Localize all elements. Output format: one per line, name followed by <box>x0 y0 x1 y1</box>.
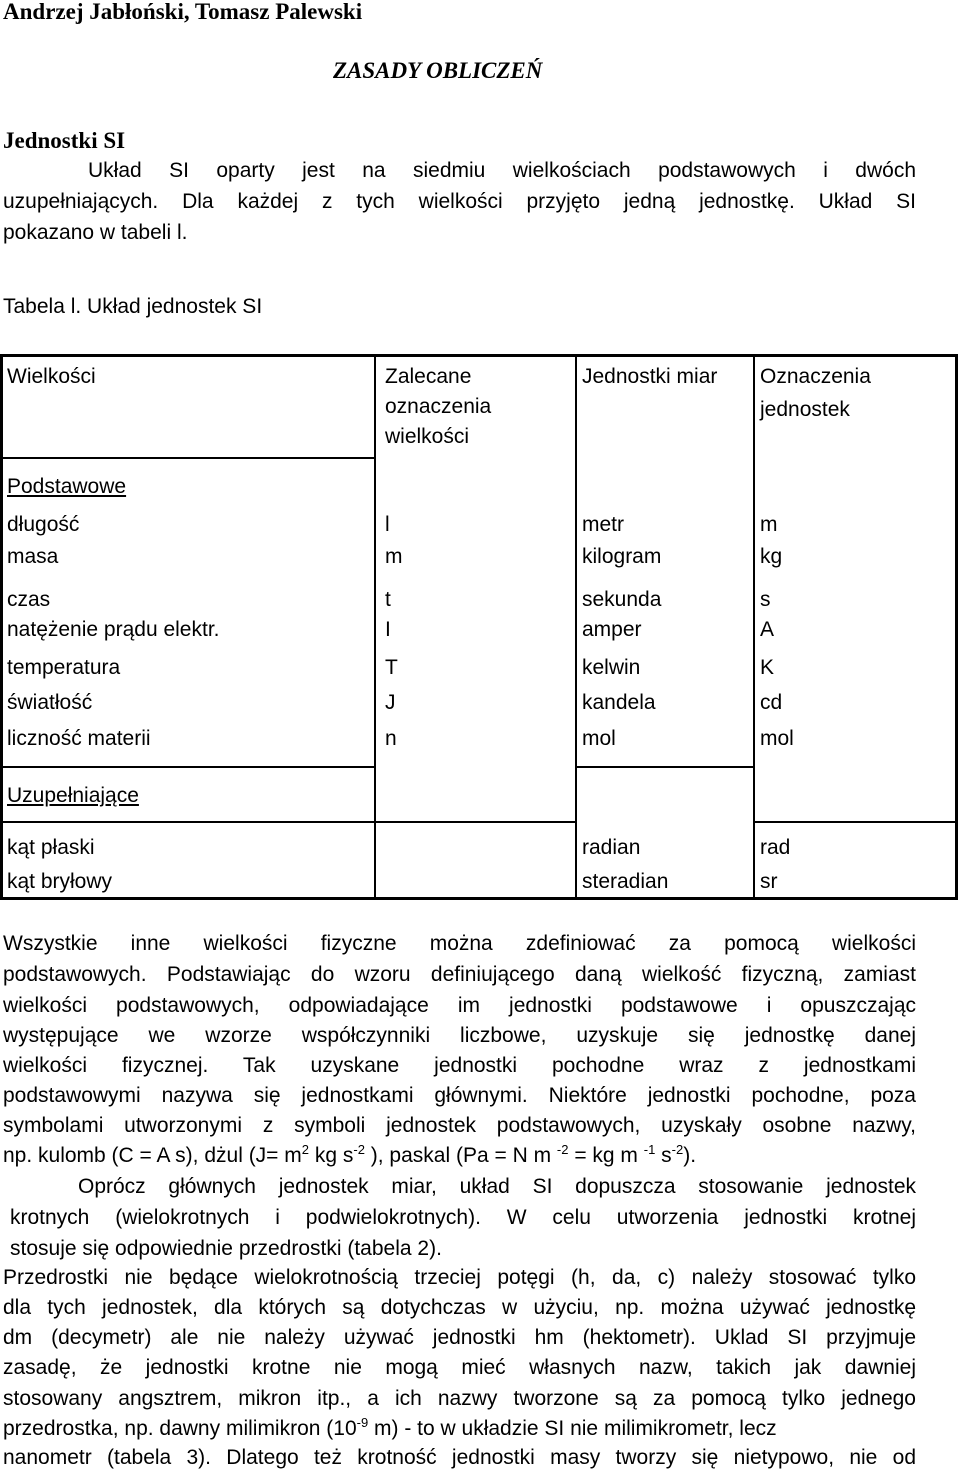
section-heading: Jednostki SI <box>3 128 126 153</box>
body-line: nanometr (tabela 3). Dlatego też krotność jednostki masy tworzy się nietypowo, nie od <box>3 1446 916 1469</box>
row-unit: mol <box>582 727 616 750</box>
row-unit: sekunda <box>582 588 662 611</box>
body-line-formula: np. kulomb (C = A s), dżul ($J= m^2$ kg $s^{-2}$ ), paskal (Pa = N m $^{-2}$ = kg m $^{-1}$ $s^{-2}$). <box>3 1142 697 1167</box>
row-symbol: t <box>385 588 391 611</box>
row-name: światłość <box>7 691 93 714</box>
body-line: wielkości podstawowych, odpowiadające im jednostki podstawowe i opuszczając <box>3 994 916 1017</box>
body-line: podstawowych. Podstawiając do wzoru definiującego daną wielkość fizyczną, zamiast <box>3 963 916 986</box>
row-name: masa <box>7 545 59 568</box>
body-line: Oprócz głównych jednostek miar, układ SI dopuszcza stosowanie jednostek <box>78 1175 916 1198</box>
header-symbols-line-1: Zalecane <box>385 365 472 388</box>
row-unit-symbol: kg <box>760 545 783 568</box>
header-symbols-line-3: wielkości <box>385 425 470 448</box>
row-symbol: m <box>385 545 403 568</box>
group-basic-label: Podstawowe <box>7 475 127 498</box>
row-unit: kelwin <box>582 656 641 679</box>
body-line: stosuje się odpowiednie przedrostki (tabela 2). <box>10 1237 442 1260</box>
intro-line-1: Układ SI oparty jest na siedmiu wielkościach podstawowych i dwóch <box>88 159 916 182</box>
document-title: ZASADY OBLICZEŃ <box>333 58 543 83</box>
body-line: wielkości fizycznej. Tak uzyskane jednostki pochodne wraz z jednostkami <box>3 1054 916 1077</box>
row-name: kąt płaski <box>7 836 95 859</box>
row-unit-symbol: K <box>760 656 775 679</box>
group-supplementary-label: Uzupełniające <box>7 784 139 807</box>
row-name: liczność materii <box>7 727 151 750</box>
body-line: występujące we wzorze współczynniki liczbowe, uzyskuje się jednostkę danej <box>3 1024 916 1047</box>
authors: Andrzej Jabłoński, Tomasz Palewski <box>3 0 363 24</box>
header-symbols-line-2: oznaczenia <box>385 395 492 418</box>
row-unit-symbol: m <box>760 513 778 536</box>
row-name: czas <box>7 588 51 611</box>
body-line: zasadę, że jednostki krotne nie mogą mieć własnych nazw, takich jak dawniej <box>3 1356 916 1379</box>
body-line: stosowany angsztrem, mikron itp., a ich nazwy tworzone są za pomocą tylko jednego <box>3 1387 916 1410</box>
row-symbol: T <box>385 656 398 679</box>
body-line: podstawowymi nazywa się jednostkami głównymi. Niektóre jednostki pochodne, poza <box>3 1084 916 1107</box>
table-caption: Tabela l. Układ jednostek SI <box>3 295 263 318</box>
body-line: dm (decymetr) ale nie należy używać jednostki hm (hektometr). Uklad SI przyjmuje <box>3 1326 916 1349</box>
body-line: dla tych jednostek, dla których są dotychczas w użyciu, np. można używać jednostkę <box>3 1296 916 1319</box>
intro-line-2: uzupełniających. Dla każdej z tych wielkości przyjęto jedną jednostkę. Układ SI <box>3 190 916 213</box>
intro-line-3: pokazano w tabeli l. <box>3 221 188 244</box>
row-unit: radian <box>582 836 641 859</box>
row-unit: kandela <box>582 691 656 714</box>
body-line: symbolami utworzonymi z symboli jednostek podstawowych, uzyskały osobne nazwy, <box>3 1114 916 1137</box>
row-unit-symbol: s <box>760 588 771 611</box>
row-name: kąt bryłowy <box>7 870 113 893</box>
row-unit: metr <box>582 513 624 536</box>
body-line: Wszystkie inne wielkości fizyczne można zdefiniować za pomocą wielkości <box>3 932 916 955</box>
row-symbol: n <box>385 727 397 750</box>
row-unit-symbol: sr <box>760 870 778 893</box>
header-unit-symbols-line-1: Oznaczenia <box>760 365 871 388</box>
body-line: Przedrostki nie będące wielokrotnością trzeciej potęgi (h, da, c) należy stosować tylko <box>3 1266 916 1289</box>
row-symbol: J <box>385 691 396 714</box>
row-unit: kilogram <box>582 545 662 568</box>
header-unit-symbols-line-2: jednostek <box>760 398 850 421</box>
row-unit: steradian <box>582 870 669 893</box>
header-units: Jednostki miar <box>582 365 718 388</box>
header-quantities: Wielkości <box>7 365 96 388</box>
row-symbol: I <box>385 618 391 641</box>
row-unit-symbol: rad <box>760 836 791 859</box>
row-name: długość <box>7 513 80 536</box>
row-unit-symbol: cd <box>760 691 783 714</box>
row-name: natężenie prądu elektr. <box>7 618 220 641</box>
body-line: krotnych (wielokrotnych i podwielokrotnych). W celu utworzenia jednostki krotnej <box>10 1206 916 1229</box>
row-name: temperatura <box>7 656 121 679</box>
row-unit-symbol: mol <box>760 727 794 750</box>
body-line-exponent: przedrostka, np. dawny milimikron ($10^{-9}$ m) - to w układzie SI nie milimikrometr, lecz <box>3 1415 777 1440</box>
row-symbol: l <box>385 513 390 536</box>
row-unit-symbol: A <box>760 618 775 641</box>
row-unit: amper <box>582 618 642 641</box>
